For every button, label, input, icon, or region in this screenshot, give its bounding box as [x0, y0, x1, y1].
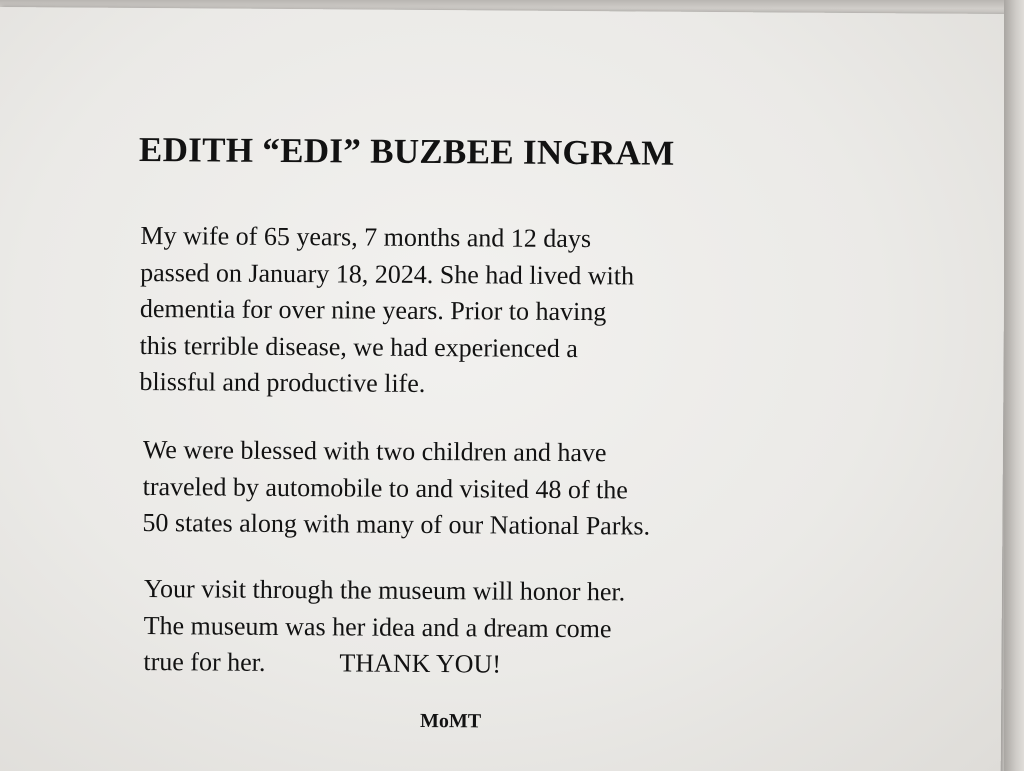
printed-notice-paper: [0, 7, 1006, 771]
paragraph-1-line: blissful and productive life.: [139, 366, 426, 398]
paragraph-3-line: The museum was her idea and a dream come: [143, 610, 612, 643]
paragraph-1-line: this terrible disease, we had experienced a: [139, 330, 578, 363]
right-edge-shadow: [1004, 0, 1024, 771]
paragraph-1-line: passed on January 18, 2024. She had lived with: [140, 257, 635, 290]
signoff-momt: MoMT: [419, 709, 482, 733]
notice-title: EDITH “EDI” BUZBEE INGRAM: [138, 129, 675, 173]
paragraph-1-line: My wife of 65 years, 7 months and 12 days: [140, 220, 592, 254]
paragraph-2-line: traveled by automobile to and visited 48 of the: [142, 471, 628, 504]
paragraph-1-line: dementia for over nine years. Prior to having: [139, 293, 607, 327]
paragraph-3-last-line: [143, 644, 624, 684]
paragraph-3-line: Your visit through the museum will honor her.: [143, 574, 626, 607]
paragraph-1: [139, 218, 634, 404]
paragraph-3: [143, 571, 625, 684]
paragraph-2: [142, 432, 650, 545]
paragraph-2-line: We were blessed with two children and have: [142, 435, 607, 468]
paragraph-3-line: true for her.: [143, 647, 266, 677]
paragraph-2-line: 50 states along with many of our National Parks.: [142, 508, 651, 541]
thank-you-text: THANK YOU!: [339, 648, 502, 679]
